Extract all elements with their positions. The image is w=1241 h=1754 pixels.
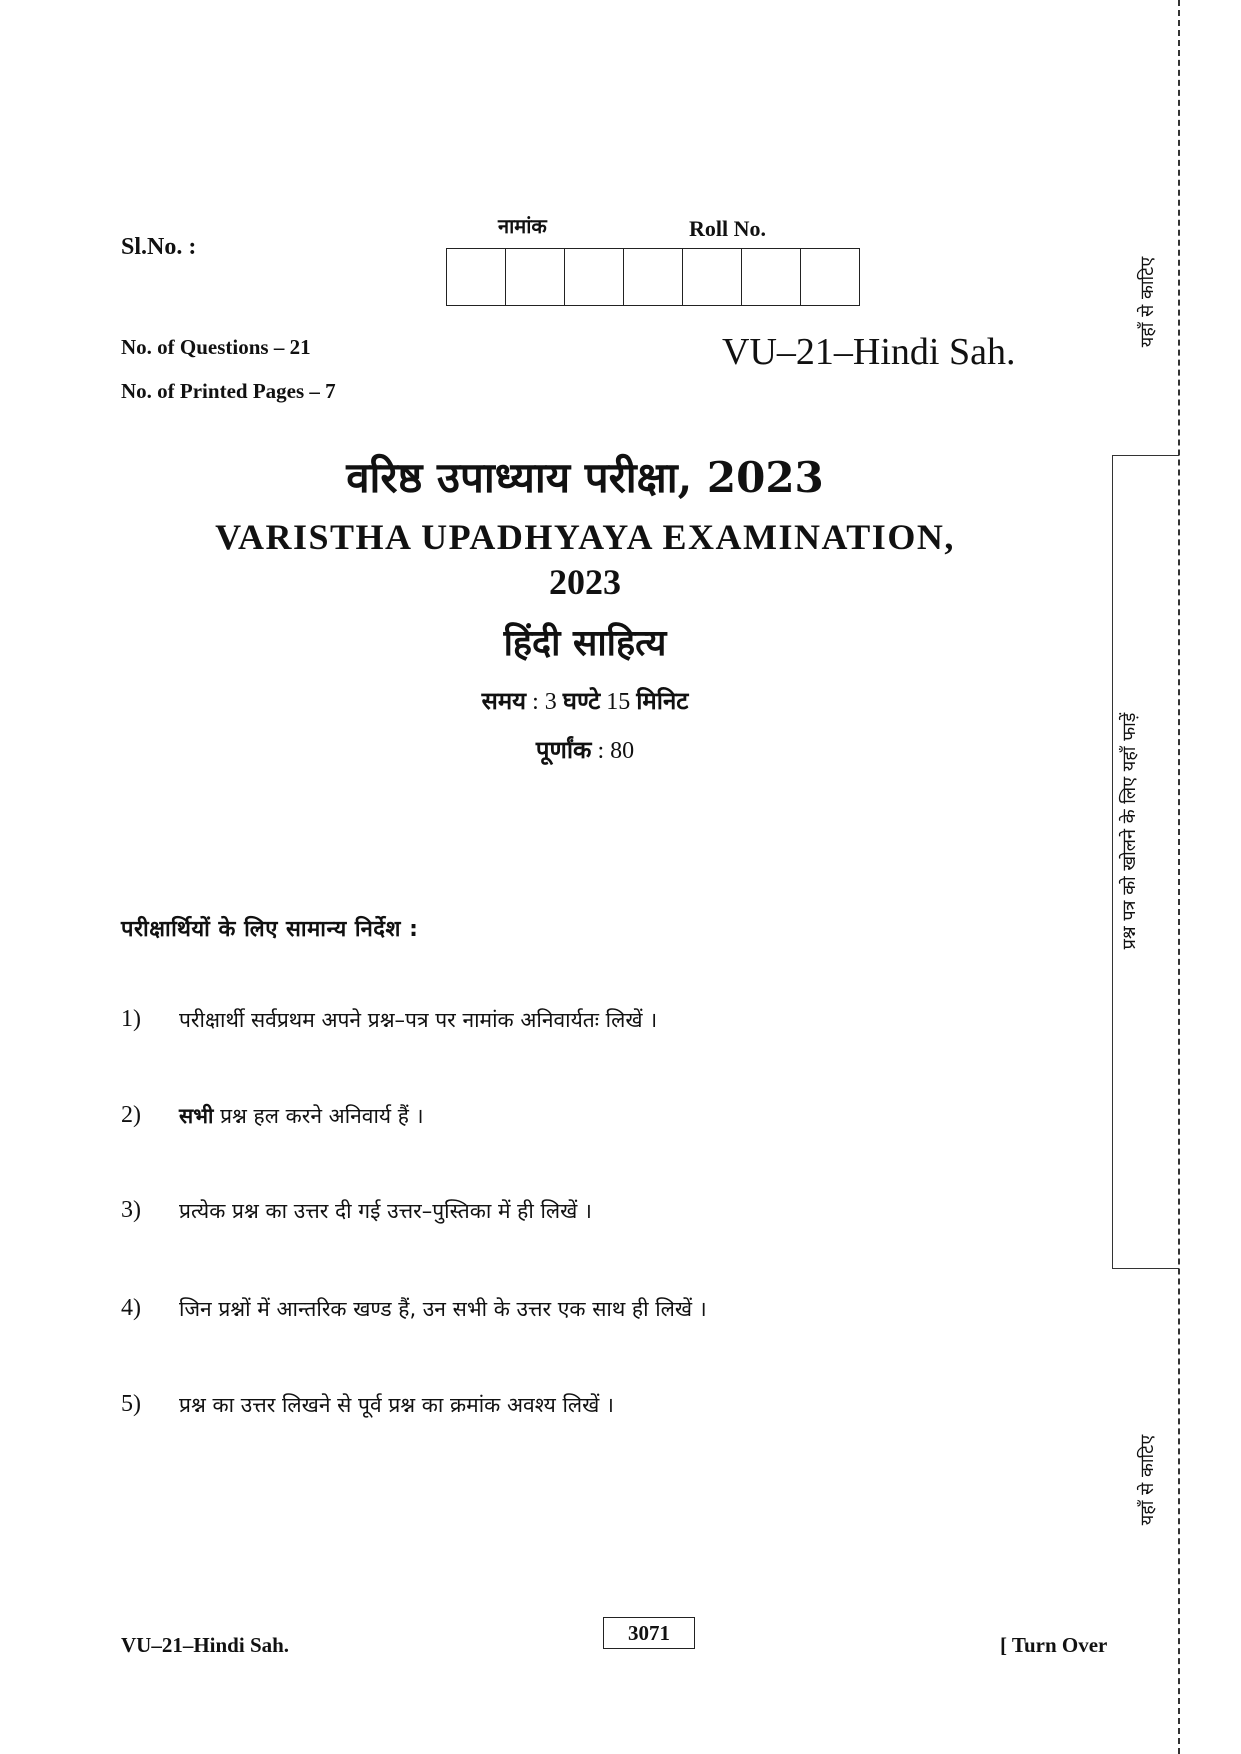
exam-title-hindi: वरिष्ठ उपाध्याय परीक्षा, 2023 (346, 453, 824, 502)
roll-digit-box (565, 249, 624, 305)
subject-title: हिंदी साहित्य (503, 622, 667, 664)
exam-duration (0, 684, 1170, 717)
roll-digit-box (801, 249, 859, 305)
instruction-text: प्रत्येक प्रश्न का उत्तर दी गई उत्तर–पुस्तिका में ही लिखें । (179, 1199, 592, 1223)
instruction-text: प्रश्न हल करने अनिवार्य हैं । (213, 1104, 424, 1128)
instruction-item (121, 1197, 592, 1225)
instruction-number: 2) (121, 1102, 141, 1128)
roll-digit-box (683, 249, 742, 305)
instruction-item (121, 1006, 657, 1034)
time-minutes-value: 15 (600, 689, 637, 715)
roll-digit-box (506, 249, 565, 305)
instruction-number: 1) (121, 1006, 141, 1032)
footer-page-number: 3071 (603, 1617, 695, 1649)
instruction-emphasis: सभी (179, 1104, 214, 1128)
roll-number-label-hindi: नामांक (498, 214, 547, 238)
roll-digit-box (742, 249, 801, 305)
turn-over-note: [ Turn Over (1000, 1633, 1108, 1657)
paper-code: VU–21–Hindi Sah. (722, 331, 1016, 373)
cut-here-label-top: यहाँ से काटिए (1137, 256, 1158, 348)
instruction-number: 4) (121, 1295, 141, 1321)
time-minutes-label: मिनिट (636, 687, 689, 715)
time-hours-value: : 3 (526, 689, 563, 715)
instructions-heading: परीक्षार्थियों के लिए सामान्य निर्देश : (121, 917, 419, 942)
serial-number-label: Sl.No. : (121, 234, 197, 260)
marks-label: पूर्णांक (535, 736, 592, 764)
instruction-text: प्रश्न का उत्तर लिखने से पूर्व प्रश्न का क्रमांक अवश्य लिखें । (179, 1393, 614, 1417)
tear-here-label: प्रश्न पत्र को खोलने के लिए यहाँ फाड़ें (1119, 712, 1140, 950)
instruction-number: 3) (121, 1197, 141, 1223)
exam-year: 2023 (549, 562, 621, 602)
time-hours-label: घण्टे (562, 687, 601, 715)
max-marks (0, 733, 1170, 766)
number-of-pages: No. of Printed Pages – 7 (121, 379, 336, 403)
marks-value: : 80 (591, 738, 635, 764)
cut-here-label-bottom: यहाँ से काटिए (1137, 1434, 1158, 1526)
instruction-number: 5) (121, 1391, 141, 1417)
exam-title-english: VARISTHA UPADHYAYA EXAMINATION, (215, 517, 955, 557)
roll-number-boxes (446, 248, 860, 306)
roll-number-label: Roll No. (689, 216, 766, 241)
number-of-questions: No. of Questions – 21 (121, 335, 311, 359)
instruction-item (121, 1295, 707, 1323)
instruction-item (121, 1102, 424, 1130)
instruction-item (121, 1391, 614, 1419)
roll-digit-box (624, 249, 683, 305)
instruction-text: परीक्षार्थी सर्वप्रथम अपने प्रश्न–पत्र पर नामांक अनिवार्यतः लिखें । (179, 1008, 658, 1032)
roll-digit-box (447, 249, 506, 305)
time-label: समय (481, 687, 527, 715)
footer-paper-code: VU–21–Hindi Sah. (121, 1633, 290, 1657)
instruction-text: जिन प्रश्नों में आन्तरिक खण्ड हैं, उन सभी के उत्तर एक साथ ही लिखें । (179, 1297, 707, 1321)
